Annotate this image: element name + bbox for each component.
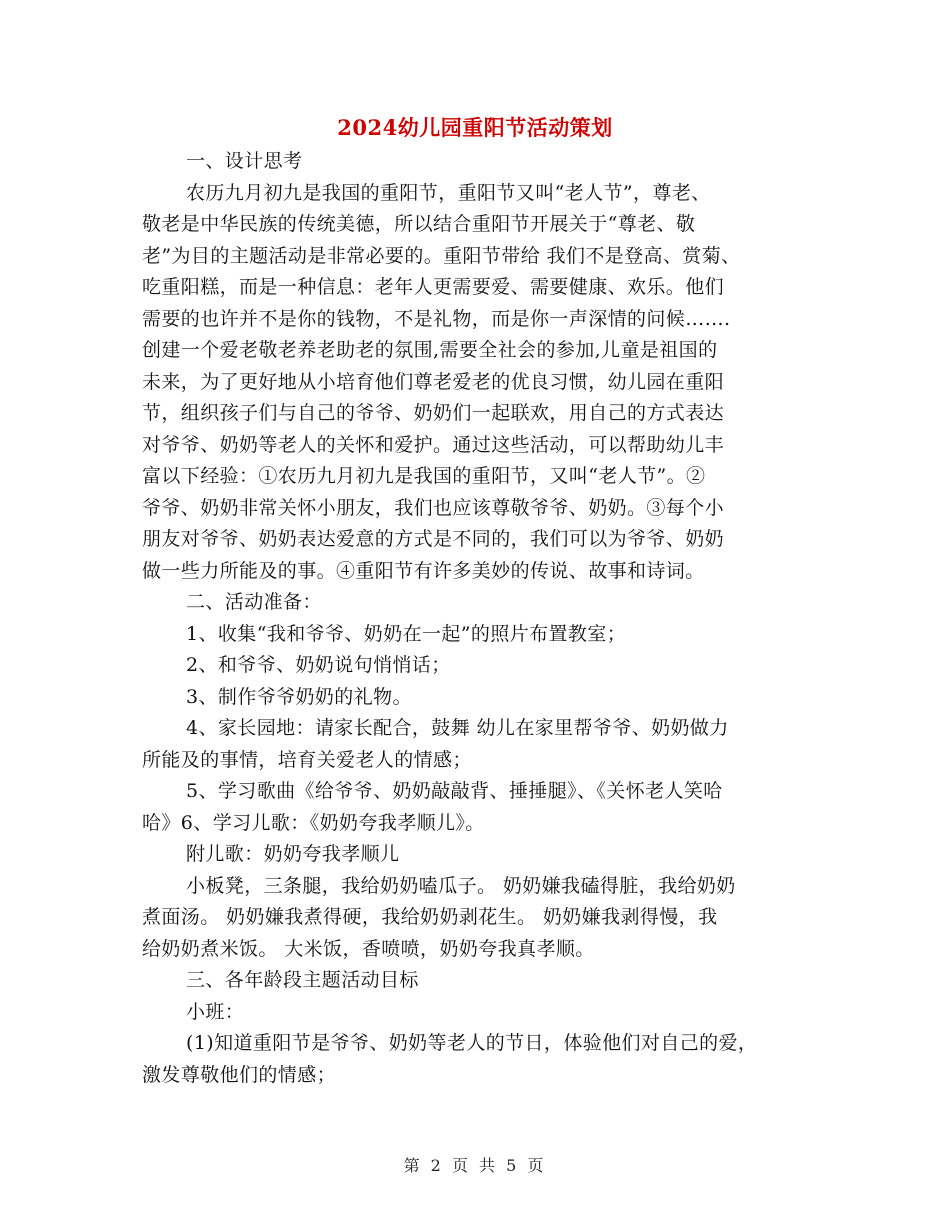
- text-line: 农历九月初九是我国的重阳节，重阳节又叫“老人节”，尊老、: [186, 181, 711, 204]
- text-line: 老”为目的主题活动是非常必要的。重阳节带给 我们不是登高、赏菊、: [142, 244, 741, 267]
- text-line: 一、设计思考: [186, 150, 303, 172]
- text-line: 朋友对爷爷、奶奶表达爱意的方式是不同的，我们可以为爷爷、奶奶: [142, 528, 725, 550]
- text-line: 附儿歌：奶奶夸我孝顺儿: [186, 843, 400, 865]
- text-line: 2、和爷爷、奶奶说句悄悄话；: [186, 654, 451, 676]
- text-line: 敬老是中华民族的传统美德，所以结合重阳节开展关于“尊老、敬: [142, 213, 696, 235]
- page-footer: 第 2 页 共 5 页: [403, 1156, 547, 1175]
- text-line: (1)知道重阳节是爷爷、奶奶等老人的节日，体验他们对自己的爱，: [186, 1032, 758, 1054]
- text-line: 4、家长园地：请家长配合，鼓舞 幼儿在家里帮爷爷、奶奶做力: [186, 717, 729, 739]
- text-line: 节，组织孩子们与自己的爷爷、奶奶们一起联欢，用自己的方式表达: [142, 402, 725, 424]
- text-line: 做一些力所能及的事。④重阳节有许多美妙的传说、故事和诗词。: [142, 559, 705, 582]
- text-line: 小板凳，三条腿，我给奶奶嗑瓜子。 奶奶嫌我磕得脏，我给奶奶: [186, 874, 736, 897]
- text-line: 爷爷、奶奶非常关怀小朋友，我们也应该尊敬爷爷、奶奶。③每个小: [142, 496, 725, 519]
- text-line: 煮面汤。 奶奶嫌我煮得硬，我给奶奶剥花生。 奶奶嫌我剥得慢，我: [142, 906, 718, 928]
- document-title: 2024幼儿园重阳节活动策划: [337, 115, 613, 140]
- text-line: 小班：: [186, 1000, 245, 1023]
- text-line: 3、制作爷爷奶奶的礼物。: [186, 685, 412, 708]
- text-line: 吃重阳糕，而是一种信息：老年人更需要爱、需要健康、欢乐。他们: [142, 276, 725, 298]
- text-line: 二、活动准备：: [186, 591, 322, 613]
- document-body: [142, 146, 832, 1091]
- text-line: 给奶奶煮米饭。 大米饭，香喷喷，奶奶夸我真孝顺。: [142, 937, 595, 960]
- text-line: 激发尊敬他们的情感；: [142, 1063, 337, 1086]
- text-line: 5、学习歌曲《给爷爷、奶奶敲敲背、捶捶腿》、《关怀老人笑哈: [186, 780, 723, 802]
- text-line: 三、各年龄段主题活动目标: [186, 969, 419, 991]
- text-line: 所能及的事情，培育关爱老人的情感；: [142, 748, 472, 771]
- text-line: 哈》6、学习儿歌：《奶奶夸我孝顺儿》。: [142, 811, 485, 834]
- text-line: 富以下经验：①农历九月初九是我国的重阳节，又叫“老人节”。②: [142, 465, 706, 487]
- text-line: 需要的也许并不是你的钱物，不是礼物，而是你一声深情的问候…….: [142, 307, 731, 330]
- text-line: 对爷爷、奶奶等老人的关怀和爱护。通过这些活动，可以帮助幼儿丰: [142, 433, 725, 456]
- text-line: 1、收集“我和爷爷、奶奶在一起”的照片布置教室；: [186, 622, 627, 645]
- text-line: 未来，为了更好地从小培育他们尊老爱老的优良习惯，幼儿园在重阳: [142, 370, 725, 393]
- text-line: 创建一个爱老敬老养老助老的氛围,需要全社会的参加,儿童是祖国的: [142, 339, 718, 361]
